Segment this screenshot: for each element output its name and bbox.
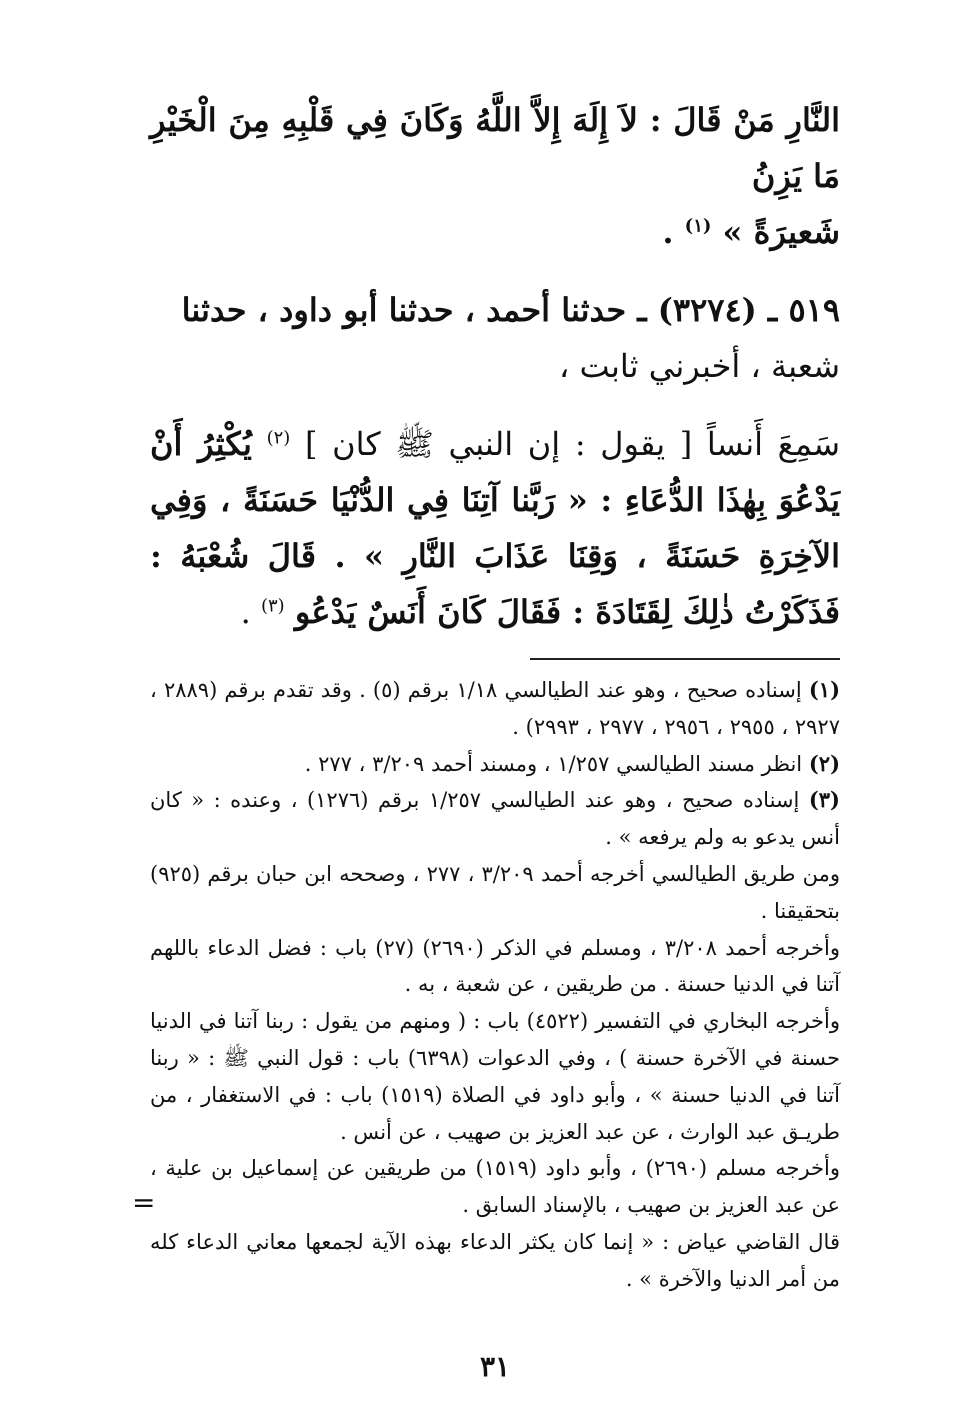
hadith-519-matn bbox=[150, 416, 840, 640]
footnote-3 bbox=[150, 782, 840, 856]
footnote-3-paragraph: وأخرجه البخاري في التفسير (٤٥٢٢) باب : ( ومنهم من يقول : ربنا آتنا في الدنيا حسنة في الآخرة حسنة ) ، وفي الدعوات (٦٣٩٨) باب : قول النبي ﷺ : « ربنا آتنا في الدنيا حسنة » ، وأبو داود في الصلاة (١٥١٩) باب : في الاستغفار ، من طريـق عبد الوارث ، عن عبد العزيز بن صهيب ، عن أنس . bbox=[150, 1009, 840, 1144]
footnotes bbox=[150, 672, 840, 1298]
footnote-3-paragraph: قال القاضي عياض : « إنما كان يكثر الدعاء بهذه الآية لجمعها معاني الدعاء كله من أمر الدنيا والآخرة » . bbox=[150, 1229, 840, 1291]
footnote-ref: (٣) bbox=[260, 595, 285, 617]
isnad-text: ٥١٩ ـ (٣٢٧٤) ـ حدثنا أحمد ، حدثنا أبو داود ، حدثنا bbox=[181, 291, 840, 329]
footnote-text: انظر مسند الطيالسي ١/٢٥٧ ، ومسند أحمد ٣/٢٠٩ ، ٢٧٧ . bbox=[304, 751, 803, 776]
isnad-text: شعبة ، أخبرني ثابت ، bbox=[559, 347, 840, 385]
footnote-text: إسناده صحيح ، وهو عند الطيالسي ١/١٨ برقم (٥) . وقد تقدم برقم (٢٨٨٩ ، ٢٩٢٧ ، ٢٩٥٥ ، ٢٩٥٦ ، ٢٩٧٧ ، ٢٩٩٣) . bbox=[150, 678, 840, 739]
page-number: ٣١ bbox=[479, 1350, 511, 1383]
matn-text: سَمِعَ أَنساً [ يقول : إن النبي ﷺ كان ] bbox=[304, 425, 841, 463]
book-page bbox=[150, 92, 840, 1392]
footnote-number: (٢) bbox=[808, 750, 840, 776]
punctuation: . bbox=[662, 213, 674, 251]
footnote-text: إسناده صحيح ، وهو عند الطيالسي ١/٢٥٧ برقم (١٢٧٦) ، وعنده : « كان أنس يدعو به ولم يرفعه » . bbox=[150, 788, 840, 850]
footnote-3-paragraph: وأخرجه أحمد ٣/٢٠٨ ، ومسلم في الذكر (٢٦٩٠) (٢٧) باب : فضل الدعاء باللهم آتنا في الدنيا حسنة . من طريقين ، عن شعبة ، به . bbox=[150, 935, 841, 997]
hadith-518-ending bbox=[150, 92, 840, 260]
matn-text: يُكْثِرُ أَنْ يَدْعُوَ بِهٰذَا الدُّعَاءِ : « رَبَّنا آتِنَا فِي الدُّنْيَا حَسَنَةً ، وَفِي الآخِرَةِ حَسَنَةً ، وَقِنَا عَذَابَ النَّارِ » . قَالَ شُعْبَهُ : فَذَكَرْتُ ذٰلِكَ لِقَتَادَةَ : فَقَالَ كَانَ أَنَسٌ يَدْعُو bbox=[150, 425, 840, 631]
punctuation: . bbox=[240, 593, 251, 631]
footnote-ref: (٢) bbox=[266, 427, 291, 449]
hadith-text: النَّارِ مَنْ قَالَ : لاَ إِلَهَ إِلاَّ اللَّهُ وَكَانَ فِي قَلْبِهِ مِنَ الْخَيْرِ مَا يَزِنُ bbox=[150, 101, 840, 195]
footnote-3-paragraph: وأخرجه مسلم (٢٦٩٠) ، وأبو داود (١٥١٩) من طريقين عن إسماعيل بن علية ، عن عبد العزيز بن صهيب ، بالإسناد السابق . bbox=[150, 1156, 840, 1218]
main-text bbox=[150, 92, 840, 640]
footnote-divider bbox=[530, 658, 840, 660]
footnote-number: (١) bbox=[808, 677, 840, 702]
footnote-3-paragraph: ومن طريق الطيالسي أخرجه أحمد ٣/٢٠٩ ، ٢٧٧ ، وصححه ابن حبان برقم (٩٢٥) بتحقيقنا . bbox=[150, 861, 840, 923]
footnote-ref: (١) bbox=[684, 215, 712, 237]
footnote-2 bbox=[150, 746, 840, 783]
footnote-1 bbox=[150, 672, 840, 746]
footnote-number: (٣) bbox=[808, 787, 840, 813]
hadith-text: شَعيرَةً » bbox=[722, 213, 840, 251]
hadith-519-isnad bbox=[150, 282, 840, 394]
continuation-mark: = bbox=[132, 1186, 156, 1219]
